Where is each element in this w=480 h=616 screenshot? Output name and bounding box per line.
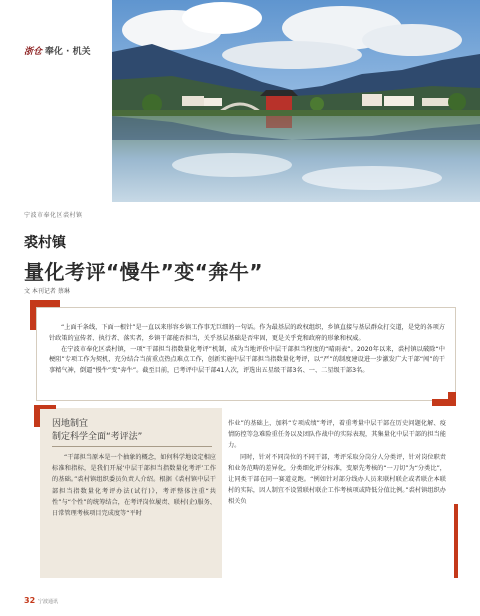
lead-text bbox=[49, 323, 445, 377]
section-brand bbox=[24, 44, 91, 57]
photo-caption: 宁波市奉化区裘村镇 bbox=[24, 212, 83, 219]
section-heading bbox=[52, 418, 142, 444]
accent-bar bbox=[454, 504, 458, 578]
lead-box bbox=[36, 307, 456, 401]
magazine-name: 宁波通讯 bbox=[38, 599, 59, 605]
page-number: 32 bbox=[24, 596, 36, 605]
body-paragraph: 作业”的基础上，加料“专项成绩”考评，着重考量中层干部在历史问题化解、疫情防控等急难险重任务以及团队作战中的实际表现，其集量化中层干部的担当能力。 bbox=[228, 420, 446, 450]
section-heading-line-2: 制定科学全面“考评法” bbox=[52, 432, 143, 442]
brand-script: 浙仓 bbox=[24, 47, 43, 57]
body-paragraph: 同时，针对不同岗位的不同干部，考评采取分岗分人分类评，针对岗位职责和业务范畴的差异化，分类细化评分标准，变原先考核的“一刀切”为“分类比”，让同类干部在同一赛道竞跑。“例如针对部分线办人员来联村联企或者联企本联村的实际，因人制宜不设置联村联企工作考核项或降低分值比例。”裘村镇组织办相关负 bbox=[228, 453, 446, 506]
lead-paragraph: “上面千条线，下面一根针”是一直以来形容乡镇工作事无巨细的一句话。作为最基层的政权组织，乡镇直接与基层群众打交道，是党的各项方针政策的宣传者、执行者、落实者，乡镇干部能否担当，关乎基层基础是否牢固，更是关乎党和政府的形象和权威。 bbox=[49, 324, 445, 342]
article-title: 量化考评“慢牛”变“奔牛” bbox=[24, 260, 264, 284]
right-column bbox=[228, 418, 446, 508]
accent-bar bbox=[34, 405, 56, 409]
article-town: 裘村镇 bbox=[24, 235, 66, 251]
lead-paragraph: 在宁波市奉化区裘村镇，一项“干部担当指数量化考评”机制，成为当地评价中层干部担当程度的“晴雨表”。2020年以来，裘村镇以破除“中梗阻”专项工作为契机，充分结合当前重点热点难点工作，创新实施中层干部担当指数量化考评，以“严”的制度建设进一步激发广大干部“闯”的干事精气神，倒逼“慢牛”变“奔牛”。截至目前，已考评中层干部41人次，评选出五星级干部3名、一、二星级干部3名。 bbox=[49, 345, 445, 375]
landscape-photo bbox=[112, 0, 480, 202]
article-byline: 文 本刊记者 蔡琳 bbox=[24, 288, 70, 295]
body-paragraph: “干部担当原本是一个抽象的概念，如何科学地设定相应标准和指标，是我们开展‘中层干部担当指数量化考评’工作的基础。”裘村镇组织委员负责人介绍。根据《裘村镇中层干部担当指数量化考评办法(试行)》，考评整体注重“共性”与“个性”的统筹结合，在考评岗位履责、联村(企)服务、日常管理考核项目完成度等“平时 bbox=[52, 454, 216, 518]
accent-bar bbox=[432, 399, 456, 406]
section-body bbox=[52, 452, 216, 519]
divider bbox=[52, 446, 212, 447]
section-heading-line-1: 因地制宜 bbox=[52, 419, 89, 429]
page-header bbox=[0, 0, 112, 60]
brand-label: 奉化 · 机关 bbox=[44, 47, 91, 57]
